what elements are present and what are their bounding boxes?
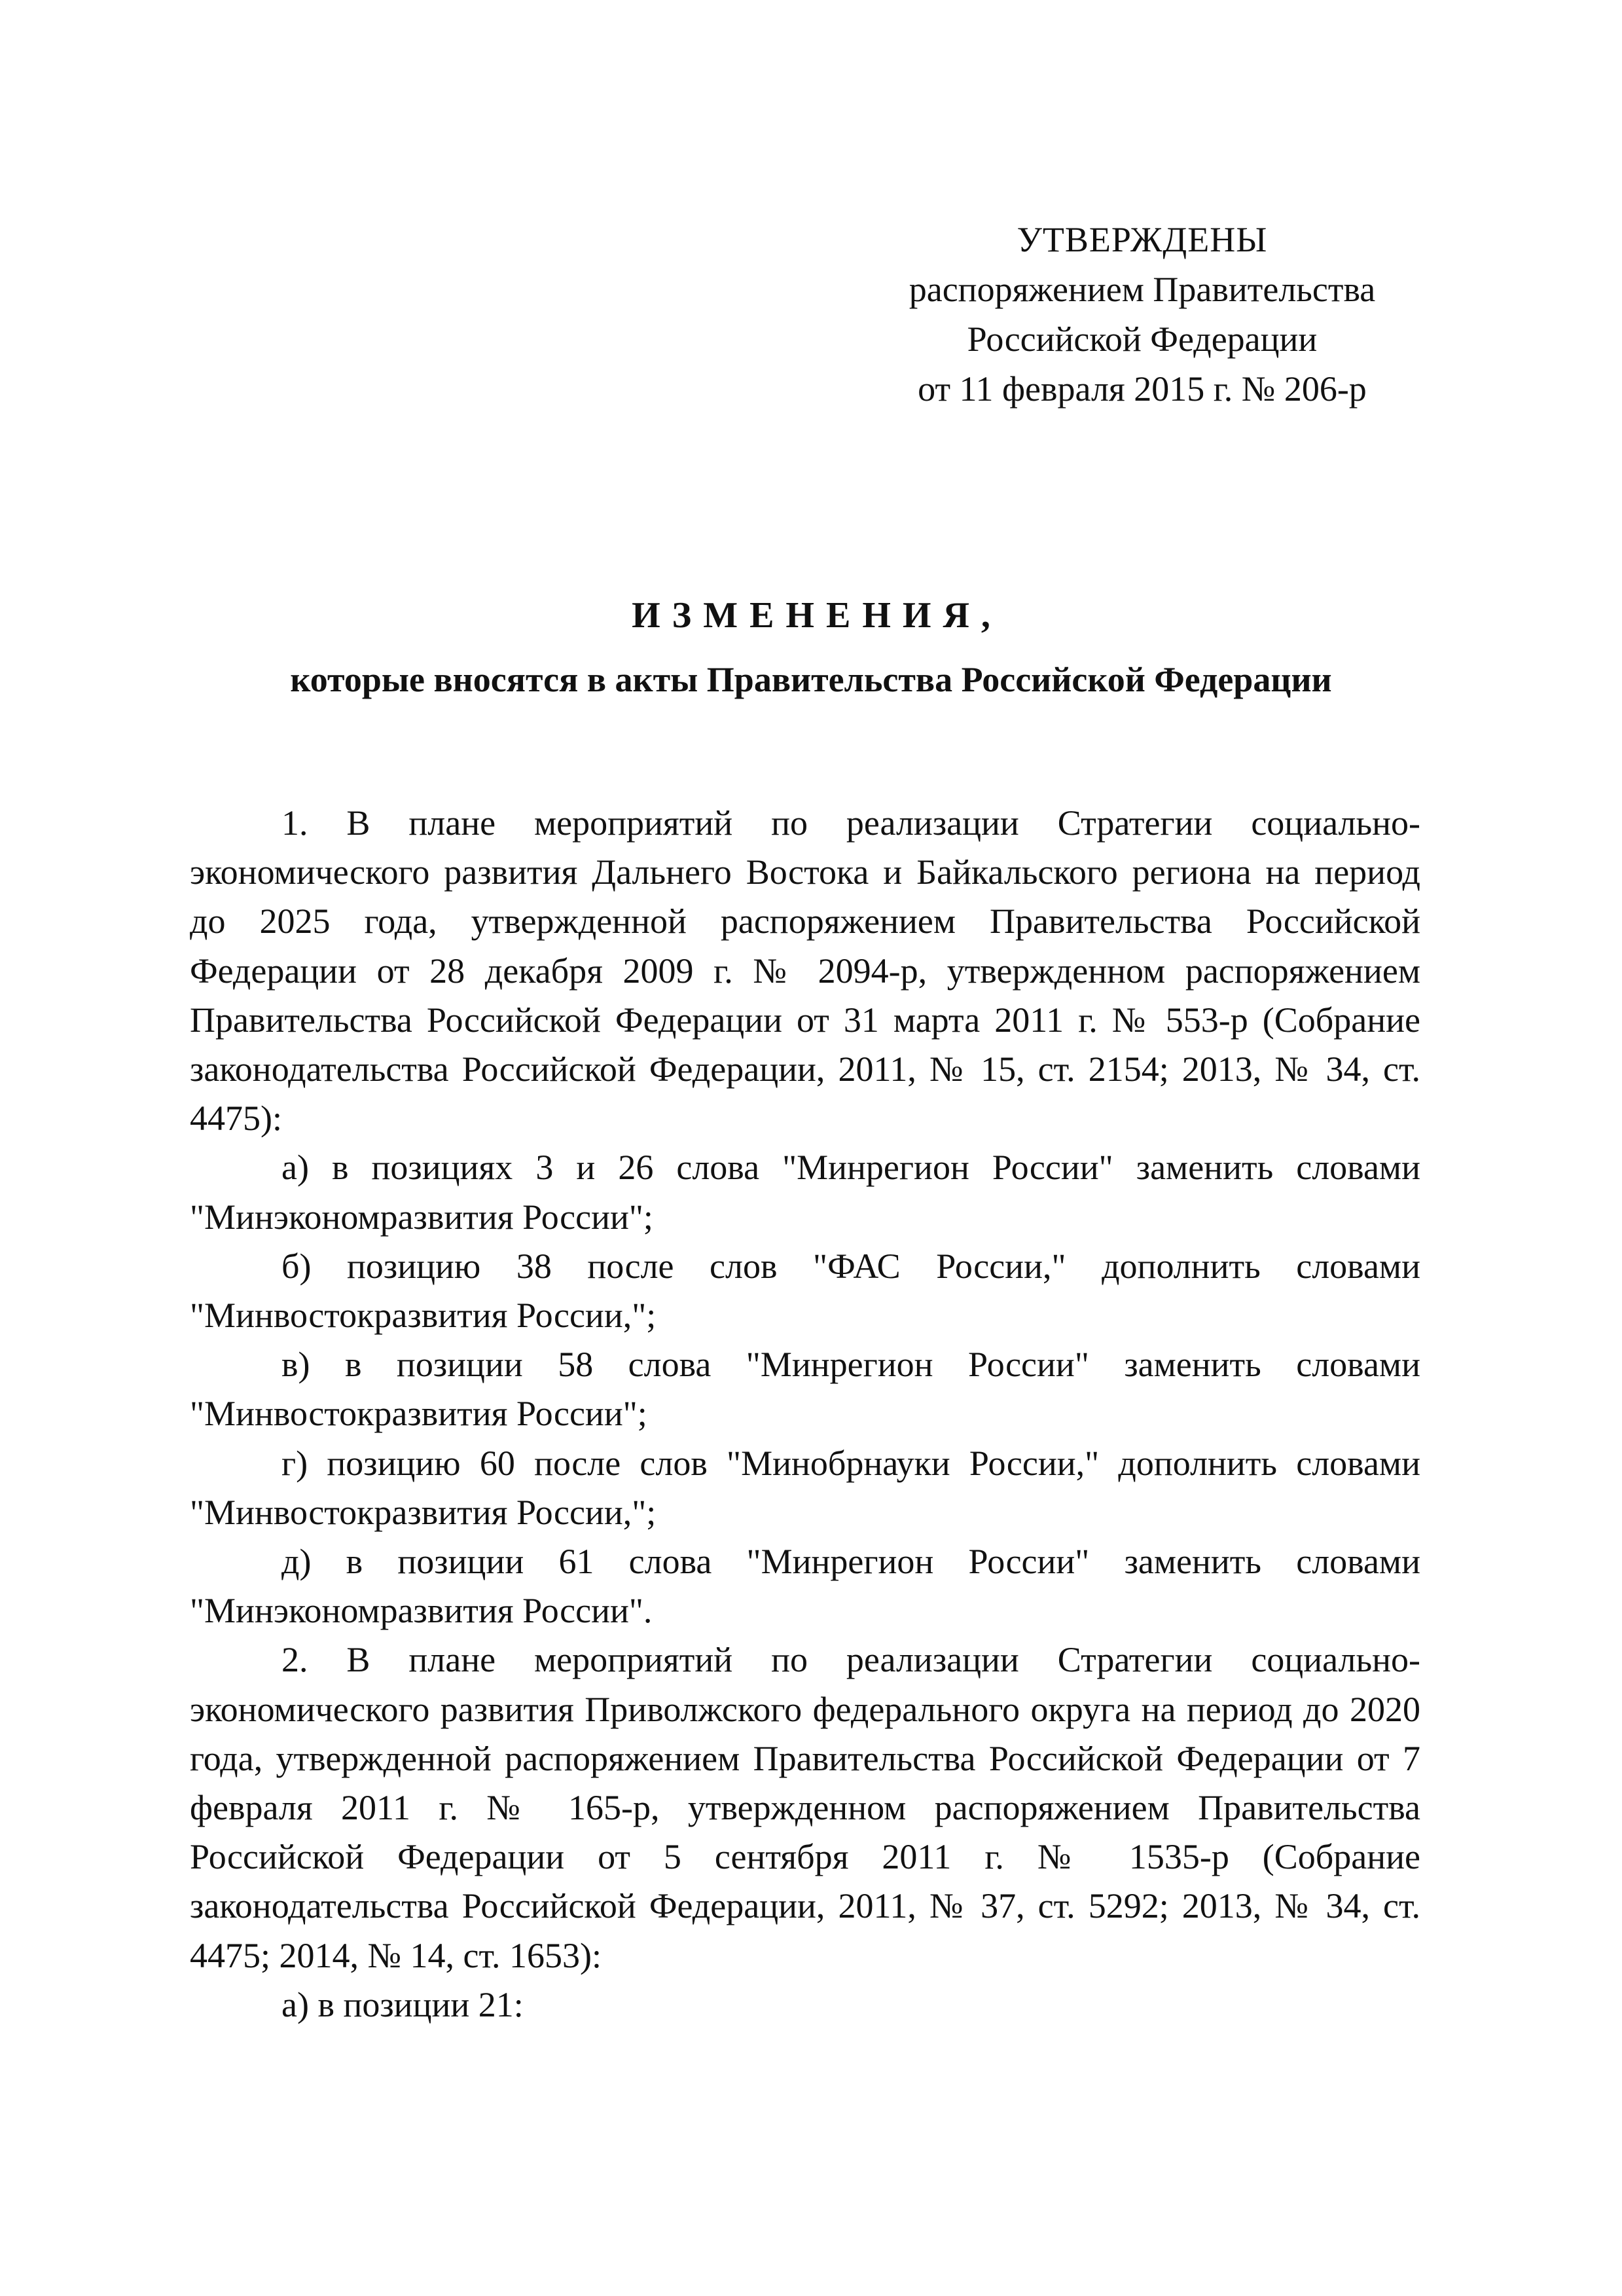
document-body xyxy=(190,799,1420,2030)
paragraph-1: 1. В плане мероприятий по реализации Стратегии социально-экономического развития Дальнего Востока и Байкальского региона на период до 2025 года, утвержденной распоряжением Правительства Российской Федерации от 28 декабря 2009 г. № 2094-р, утвержденном распоряжением Правительства Российской Федерации от 31 марта 2011 г. № 553-р (Собрание законодательства Российской Федерации, 2011, № 15, ст. 2154; 2013, № 34, ст. 4475): xyxy=(190,803,1420,1139)
paragraph-1d: г) позицию 60 после слов "Минобрнауки России," дополнить словами "Минвостокразвития России,"; xyxy=(190,1443,1420,1532)
paragraph-1c: в) в позиции 58 слова "Минрегион России" заменить словами "Минвостокразвития России"; xyxy=(190,1345,1420,1434)
paragraph-1a: а) в позициях 3 и 26 слова "Минрегион России" заменить словами "Минэкономразвития России"; xyxy=(190,1148,1420,1237)
approval-line-2: Российской Федерации xyxy=(967,319,1318,359)
approval-stamp-block xyxy=(864,215,1420,414)
paragraph-2a: а) в позиции 21: xyxy=(281,1984,524,2024)
document-heading xyxy=(0,589,1622,706)
approval-line-1: распоряжением Правительства xyxy=(909,270,1376,309)
paragraph-1b: б) позицию 38 после слов "ФАС России," дополнить словами "Минвостокразвития России,"; xyxy=(190,1246,1420,1336)
document-subtitle: которые вносятся в акты Правительства Российской Федерации xyxy=(290,660,1332,699)
approved-label: УТВЕРЖДЕНЫ xyxy=(1017,220,1268,259)
document-title: ИЗМЕНЕНИЯ, xyxy=(632,595,1002,636)
paragraph-2: 2. В плане мероприятий по реализации Стратегии социально-экономического развития Приволжского федерального округа на период до 2020 года, утвержденной распоряжением Правительства Российской Федерации от 7 февраля 2011 г. № 165-р, утвержденном распоряжением Правительства Российской Федерации от 5 сентября 2011 г. № 1535-р (Собрание законодательства Российской Федерации, 2011, № 37, ст. 5292; 2013, № 34, ст. 4475; 2014, № 14, ст. 1653): xyxy=(190,1640,1420,1975)
approval-line-3: от 11 февраля 2015 г. № 206-р xyxy=(918,369,1367,409)
paragraph-1e: д) в позиции 61 слова "Минрегион России" заменить словами "Минэкономразвития России". xyxy=(190,1542,1420,1631)
